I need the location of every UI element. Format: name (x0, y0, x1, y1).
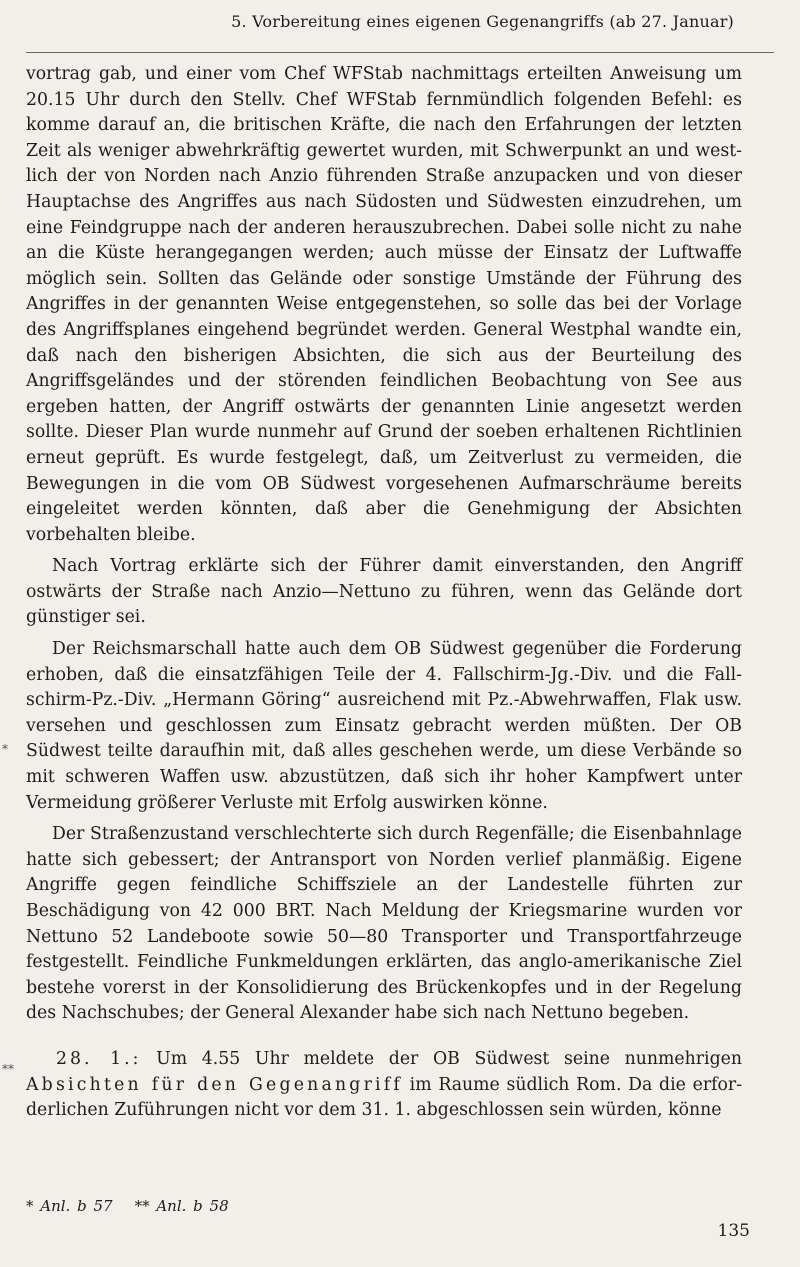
paragraph-3: Der Reichsmarschall hatte auch dem OB Südwest gegenüber die Forderung erhoben, daß die einsatzfähigen Teile der 4. Fallschirm-Jg.-Div. und die Fallschirm-Pz.-Div. „Hermann Göring“ ausreichend mit Pz.-Abwehrwaffen, Flak usw. versehen und geschlossen zum Einsatz gebracht werden müßten. Der OB Südwest teilte daraufhin mit, daß alles geschehen werde, um diese Verbände so mit schweren Waffen usw. abzustützen, daß sich ihr hoher Kampfwert unter Vermeidung größerer Verluste mit Erfolg auswirken könne. (26, 639, 742, 813)
entry-spaced-heading: Absichten für den Gegenangriff (26, 1074, 403, 1095)
body-text (26, 62, 742, 1124)
paragraph-4: Der Straßenzustand verschlechterte sich durch Regenfälle; die Eisenbahnlage hatte sich gebessert; der Antransport von Norden verlief planmäßig. Eigene Angriffe gegen feindliche Schiffsziele an der Landestelle führten zur Beschädigung von 42 000 BRT. Nach Meldung der Kriegsmarine wurden vor Nettuno 52 Landeboote sowie 50—80 Transporter und Transportfahrzeuge festgestellt. Feindliche Funkmeldungen erklärten, das anglo-amerikanische Ziel bestehe vorerst in der Konsolidierung des Brückenkopfes und in der Regelung des Nachschubes; der General Alexander habe sich nach Nettuno begeben. (26, 824, 742, 1024)
paragraph-2: Nach Vortrag erklärte sich der Führer damit einverstanden, den Angriff ostwärts der Straße nach Anzio—Nettuno zu führen, wenn das Gelände dort günstiger sei. (26, 556, 742, 628)
paragraph-1: vortrag gab, und einer vom Chef WFStab nachmittags erteilten Anweisung um 20.15 Uhr durch den Stellv. Chef WFStab fernmündlich folgenden Befehl: es komme darauf an, die britischen Kräfte, die nach den Erfahrungen der letzten Zeit als weniger abwehrkräftig gewertet wurden, mit Schwerpunkt an und westlich der von Norden nach Anzio führenden Straße anzupacken und von dieser Hauptachse des Angriffes aus nach Südosten und Südwesten einzudrehen, um eine Feindgruppe nach der anderen herauszubrechen. Dabei solle nicht zu nahe an die Küste herangegangen werden; auch müsse der Einsatz der Luftwaffe möglich sein. Sollten das Gelände oder sonstige Umstände der Führung des Angriffes in der genannten Weise entgegenstehen, so solle das bei der Vorlage des Angriffsplanes eingehend begründet werden. General Westphal wandte ein, daß nach den bisherigen Absichten, die sich aus der Beurteilung des Angriffsgeländes und der störenden feindlichen Beobachtung von See aus ergeben hatten, der Angriff ostwärts der genannten Linie angesetzt werden sollte. Dieser Plan wurde nunmehr auf Grund der soeben erhaltenen Richtlinien erneut geprüft. Es wurde festgelegt, daß, um Zeitverlust zu vermeiden, die Bewegungen in die vom OB Südwest vorgesehenen Aufmarschräume bereits eingeleitet werden könnten, daß aber die Genehmigung der Absichten vorbehalten bleibe. (26, 64, 742, 545)
running-header: 5. Vorbereitung eines eigenen Gegenangriffs (ab 27. Januar) (231, 12, 734, 31)
entry-text-a: Um 4.55 Uhr meldete der OB Südwest seine nunmehrigen (141, 1048, 742, 1069)
diary-entry (26, 1047, 742, 1124)
footnotes (26, 1197, 229, 1215)
page-number: 135 (717, 1221, 750, 1241)
entry-text-b: im Raume südlich Rom. Da die erforderlichen Zuführungen nicht vor dem 31. 1. abgeschlossen sein würden, könne (26, 1074, 742, 1121)
footnote-marker-2: ** (2, 1062, 14, 1076)
footnote-2: ** Anl. b 58 (134, 1197, 229, 1215)
footnote-1: * Anl. b 57 (26, 1197, 113, 1215)
footnote-marker-1: * (2, 742, 8, 756)
header-rule (26, 52, 774, 53)
entry-date: 28. 1.: (56, 1048, 142, 1069)
